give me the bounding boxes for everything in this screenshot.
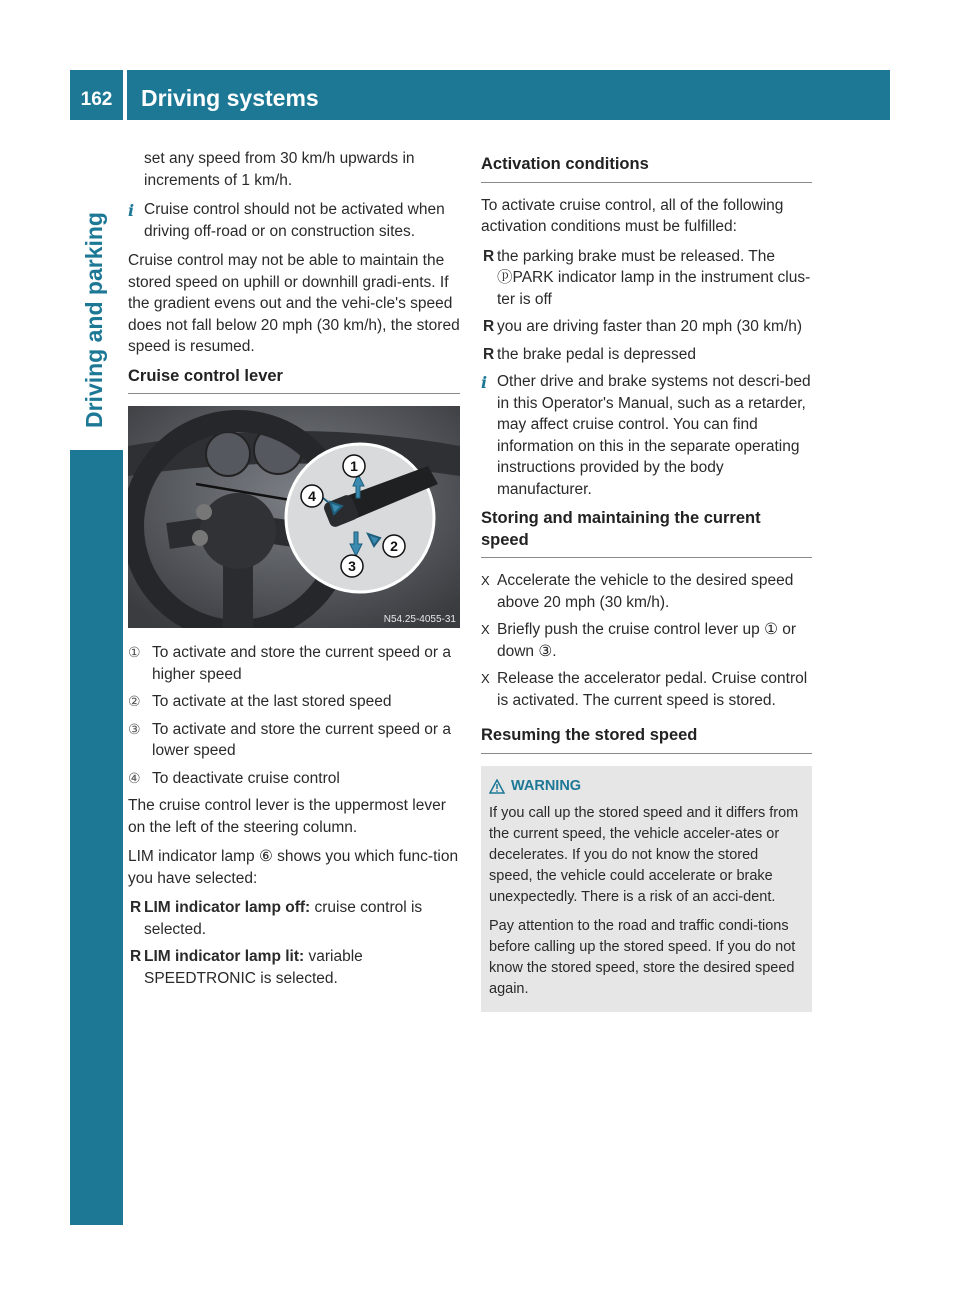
- heading-resuming-speed: Resuming the stored speed: [481, 725, 812, 754]
- side-tab-label: Driving and parking: [81, 212, 107, 428]
- steering-wheel-illustration: [128, 406, 460, 628]
- info-text: Cruise control should not be activated when driving off-road or on construction sites.: [144, 201, 445, 240]
- gradient-paragraph: Cruise control may not be able to maintain the stored speed on uphill or downhill gradi-ents. If the gradient evens out and the vehi-cle's speed does not fall below 20 mph (30 km/h), the stored speed is resumed.: [128, 252, 460, 355]
- info-note-offroad: [128, 199, 460, 242]
- legend-number: ③: [128, 720, 141, 737]
- warning-paragraph-2: Pay attention to the road and traffic condi-tions before calling up the stored speed. If you do not know the stored speed, store the desired speed again.: [489, 917, 796, 997]
- left-column: [128, 148, 460, 995]
- callout-2-label: 2: [390, 538, 398, 554]
- heading-cruise-control-lever: Cruise control lever: [128, 366, 460, 395]
- cruise-control-lever-figure: [128, 406, 460, 628]
- warning-title: WARNING: [511, 777, 582, 794]
- lever-location-paragraph: The cruise control lever is the uppermost lever on the left of the steering column.: [128, 797, 446, 836]
- bullet-item: [128, 946, 460, 989]
- warning-paragraph-1: If you call up the stored speed and it differs from the current speed, the vehicle acceler-ates or decelerates. If you do not know the stored speed, the vehicle could accelerate or brake unexpectedly. There is a risk of an acci-dent.: [489, 804, 799, 905]
- bullet-text: cruise control is selected.: [144, 899, 423, 938]
- step-text: Accelerate the vehicle to the desired speed above 20 mph (30 km/h).: [497, 572, 794, 611]
- heading-storing-speed: Storing and maintaining the current speed: [481, 508, 812, 558]
- legend-number: ②: [128, 693, 141, 709]
- lim-indicator-paragraph: LIM indicator lamp ⑥ shows you which func-tion you have selected:: [128, 848, 459, 887]
- callout-1-label: 1: [350, 458, 358, 474]
- side-label-area: [70, 120, 123, 450]
- figure-code: N54.25-4055-31: [383, 614, 456, 625]
- step-item: [481, 668, 812, 711]
- legend-item: [128, 768, 460, 790]
- legend-item: [128, 642, 460, 685]
- callout-4-label: 4: [308, 488, 316, 504]
- step-item: [481, 570, 812, 613]
- warning-box: [481, 766, 812, 1012]
- info-note-other-systems: [481, 371, 812, 500]
- bullet-text: the brake pedal is depressed: [497, 345, 697, 363]
- warning-triangle-icon: [489, 779, 505, 794]
- bullet-item: [481, 316, 812, 338]
- activation-intro: To activate cruise control, all of the following activation conditions must be fulfilled:: [481, 196, 784, 235]
- legend-item: [128, 691, 460, 713]
- callout-3-label: 3: [348, 558, 356, 574]
- bullet-mark: R: [130, 899, 142, 916]
- bullet-mark: R: [483, 247, 495, 265]
- bullet-mark: R: [483, 345, 495, 363]
- bullet-bold: LIM indicator lamp lit:: [144, 948, 305, 965]
- callout-4: [301, 485, 323, 507]
- heading-activation-conditions: Activation conditions: [481, 154, 812, 183]
- bullet-mark: R: [130, 948, 142, 965]
- step-text: Release the accelerator pedal. Cruise control is activated. The current speed is stored.: [497, 670, 808, 709]
- info-icon: i: [128, 201, 135, 220]
- bullet-item: [481, 246, 812, 311]
- bullet-text: the parking brake must be released. The ⓟPARK indicator lamp in the instrument clus-ter is off: [497, 247, 811, 308]
- bullet-mark: R: [483, 318, 495, 335]
- info-icon: i: [481, 373, 488, 392]
- right-column: [481, 148, 812, 1012]
- step-mark: X: [481, 622, 490, 637]
- page-number: 162: [80, 89, 113, 110]
- step-mark: X: [481, 671, 490, 686]
- header-bar: [70, 70, 890, 120]
- bullet-bold: LIM indicator lamp off:: [144, 899, 311, 916]
- callout-3: [341, 555, 363, 577]
- legend-number: ④: [128, 769, 141, 786]
- warning-header: [489, 776, 804, 797]
- info-text: Other drive and brake systems not descri-bed in this Operator's Manual, such as a retarder, may affect cruise control. You can find information on this in the separate operating instructions provided by the body manufacturer.: [497, 373, 811, 498]
- intro-continuation: set any speed from 30 km/h upwards in increments of 1 km/h.: [144, 150, 415, 189]
- legend-item: [128, 719, 460, 762]
- step-mark: X: [481, 573, 490, 588]
- legend-text: To activate and store the current speed or a higher speed: [152, 644, 451, 683]
- step-text: Briefly push the cruise control lever up ① or down ③.: [497, 621, 797, 660]
- step-item: [481, 619, 812, 662]
- page-title: Driving systems: [141, 84, 319, 111]
- bullet-item: [481, 344, 812, 366]
- callout-1: [343, 455, 365, 477]
- bullet-item: [128, 897, 460, 940]
- legend-text: To activate at the last stored speed: [152, 693, 392, 710]
- callout-2: [383, 535, 405, 557]
- bullet-text: variable SPEEDTRONIC is selected.: [144, 948, 363, 987]
- legend-list: [128, 642, 460, 789]
- legend-number: ①: [128, 644, 141, 660]
- legend-text: To deactivate cruise control: [152, 769, 340, 787]
- bullet-text: you are driving faster than 20 mph (30 km/h): [497, 318, 802, 335]
- legend-text: To activate and store the current speed or a lower speed: [152, 720, 451, 759]
